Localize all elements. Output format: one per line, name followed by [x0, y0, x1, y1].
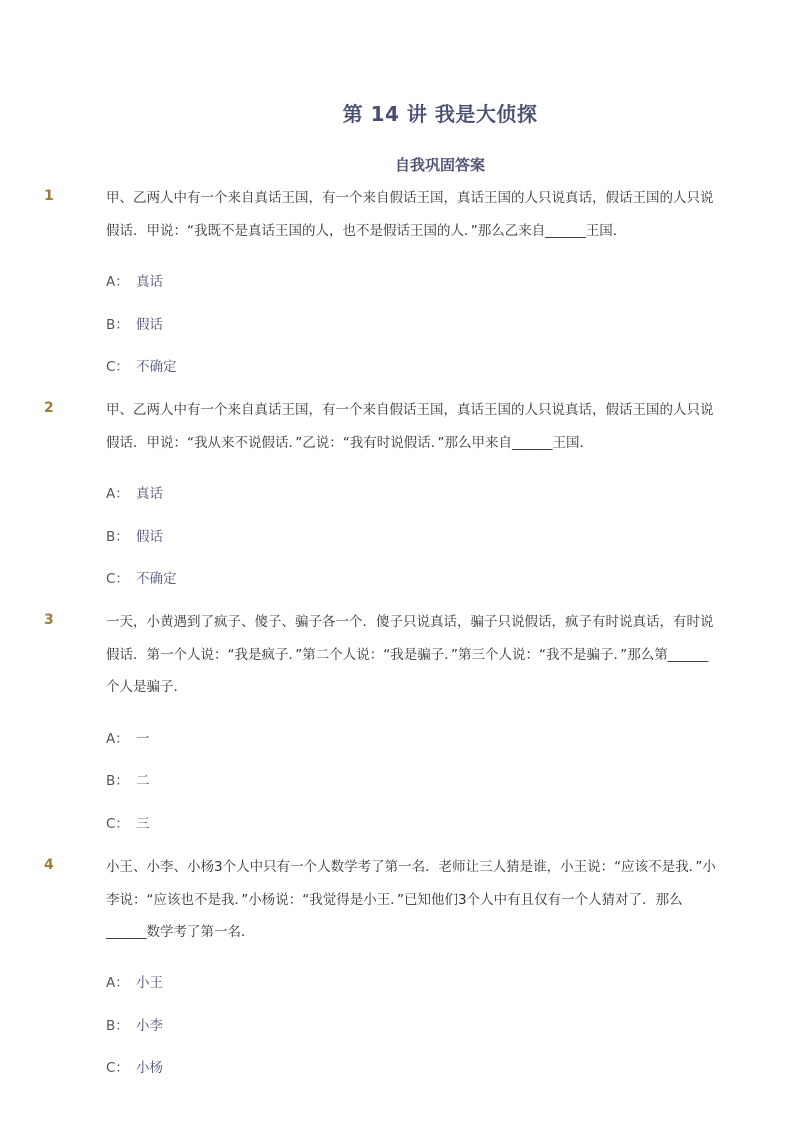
option-text: 真话	[136, 274, 163, 290]
question-4-option-b[interactable]	[106, 1016, 163, 1036]
option-text: 小李	[136, 1018, 163, 1034]
question-4-option-c[interactable]	[106, 1058, 163, 1078]
option-letter: B：	[106, 773, 129, 789]
option-letter: A：	[106, 274, 129, 290]
question-4-text: 小王、小李、小杨3个人中只有一个人数学考了第一名．老师让三人猜是谁，小王说：“应该不是我．”小李说：“应该也不是我．”小杨说：“我觉得是小王．”已知他们3个人中有且仅有一个人猜对了．那么______数学考了第一名．	[106, 859, 716, 940]
question-3-option-c[interactable]	[106, 814, 150, 834]
question-2-option-a[interactable]	[106, 484, 163, 504]
option-letter: C：	[106, 359, 129, 375]
question-1-option-b[interactable]	[106, 315, 163, 335]
question-3-number: 3	[44, 612, 54, 628]
question-2-number: 2	[44, 400, 54, 416]
option-letter: B：	[106, 1018, 129, 1034]
page-title: 第 14 讲 我是大侦探	[342, 102, 538, 126]
option-text: 真话	[136, 486, 163, 502]
option-text: 小王	[136, 975, 163, 991]
option-letter: B：	[106, 317, 129, 333]
question-1-option-a[interactable]	[106, 272, 163, 292]
page-subtitle: 自我巩固答案	[394, 156, 485, 174]
option-letter: C：	[106, 571, 129, 587]
option-letter: C：	[106, 1060, 129, 1076]
option-text: 不确定	[136, 571, 177, 587]
option-text: 二	[136, 773, 150, 789]
option-text: 小杨	[136, 1060, 163, 1076]
question-2-option-b[interactable]	[106, 527, 163, 547]
option-letter: A：	[106, 975, 129, 991]
question-1-number: 1	[44, 188, 54, 204]
option-text: 假话	[136, 317, 163, 333]
question-3-option-a[interactable]	[106, 729, 150, 749]
question-1-text: 甲、乙两人中有一个来自真话王国，有一个来自假话王国，真话王国的人只说真话，假话王国的人只说假话．甲说：“我既不是真话王国的人，也不是假话王国的人．”那么乙来自______王国．	[106, 190, 714, 239]
option-letter: B：	[106, 529, 129, 545]
option-letter: A：	[106, 731, 129, 747]
question-2-text: 甲、乙两人中有一个来自真话王国，有一个来自假话王国，真话王国的人只说真话，假话王国的人只说假话．甲说：“我从来不说假话．”乙说：“我有时说假话．”那么甲来自______王国．	[106, 402, 714, 451]
option-text: 不确定	[136, 359, 177, 375]
question-3-option-b[interactable]	[106, 771, 150, 791]
question-4-number: 4	[44, 857, 54, 873]
option-text: 假话	[136, 529, 163, 545]
question-4-option-a[interactable]	[106, 973, 163, 993]
question-3-text: 一天，小黄遇到了疯子、傻子、骗子各一个．傻子只说真话，骗子只说假话，疯子有时说真话，有时说假话．第一个人说：“我是疯子．”第二个人说：“我是骗子．”第三个人说：“我不是骗子．”那么第______个人是骗子．	[106, 614, 714, 695]
option-text: 一	[136, 731, 150, 747]
option-letter: C：	[106, 816, 129, 832]
option-text: 三	[136, 816, 150, 832]
question-2-option-c[interactable]	[106, 569, 177, 589]
option-letter: A：	[106, 486, 129, 502]
question-1-option-c[interactable]	[106, 357, 177, 377]
